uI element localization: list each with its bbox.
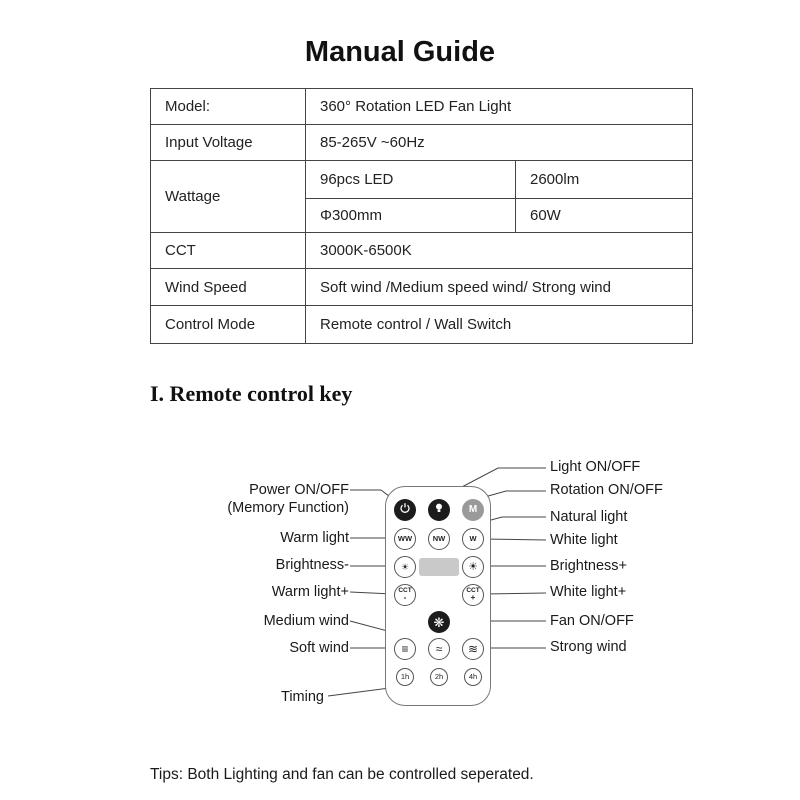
nw-label: NW bbox=[432, 534, 446, 544]
brightness-plus-button bbox=[462, 556, 484, 578]
warm-white-button bbox=[394, 528, 416, 550]
label-natural-light: Natural light bbox=[550, 509, 628, 525]
label-strong-wind: Strong wind bbox=[550, 639, 627, 655]
timer-4h-label: 4h bbox=[468, 672, 478, 682]
row-value: 360° Rotation LED Fan Light bbox=[306, 89, 693, 125]
label-light-onoff: Light ON/OFF bbox=[550, 459, 641, 475]
timer-2h-button bbox=[430, 668, 448, 686]
fan-icon: ❋ bbox=[433, 614, 445, 630]
cct-plus-button bbox=[462, 584, 484, 606]
fan-button bbox=[428, 611, 450, 633]
section-heading: I. Remote control key bbox=[150, 381, 353, 406]
table-row bbox=[151, 161, 693, 199]
label-brightness-minus: Brightness- bbox=[275, 557, 349, 573]
remote-control bbox=[385, 486, 491, 706]
cct-label: CCT bbox=[466, 587, 480, 595]
label-warm-light-plus: Warm light+ bbox=[271, 584, 349, 600]
power-button bbox=[394, 499, 416, 521]
brightness-slider-area bbox=[419, 558, 459, 576]
label-fan-onoff: Fan ON/OFF bbox=[550, 613, 634, 629]
wind-medium-icon: ≈ bbox=[435, 642, 443, 656]
row-label: Wind Speed bbox=[151, 269, 306, 306]
table-row bbox=[151, 89, 693, 125]
wattage-diameter: Φ300mm bbox=[306, 199, 516, 233]
rotation-memory-button bbox=[462, 499, 484, 521]
row-value: Soft wind /Medium speed wind/ Strong wind bbox=[306, 269, 693, 306]
medium-wind-button bbox=[428, 638, 450, 660]
plus-label: + bbox=[470, 592, 476, 602]
brightness-minus-button bbox=[394, 556, 416, 578]
soft-wind-button bbox=[394, 638, 416, 660]
strong-wind-button bbox=[462, 638, 484, 660]
label-timing: Timing bbox=[281, 689, 324, 705]
timer-1h-button bbox=[396, 668, 414, 686]
wattage-watts: 60W bbox=[516, 199, 693, 233]
white-button bbox=[462, 528, 484, 550]
row-value: Remote control / Wall Switch bbox=[306, 306, 693, 344]
line-white-light-plus bbox=[483, 593, 546, 594]
label-rotation-onoff: Rotation ON/OFF bbox=[550, 482, 663, 498]
cct-label: CCT bbox=[398, 587, 412, 595]
row-value: 3000K-6500K bbox=[306, 233, 693, 269]
table-row bbox=[151, 306, 693, 344]
label-power-onoff: Power ON/OFF bbox=[249, 482, 349, 498]
sun-dim-icon: ☀ bbox=[400, 561, 410, 572]
table-row bbox=[151, 233, 693, 269]
row-label: Control Mode bbox=[151, 306, 306, 344]
light-button bbox=[428, 499, 450, 521]
natural-white-button bbox=[428, 528, 450, 550]
timer-1h-label: 1h bbox=[400, 672, 410, 682]
wind-strong-icon: ≋ bbox=[467, 642, 479, 656]
timer-4h-button bbox=[464, 668, 482, 686]
power-icon bbox=[399, 502, 411, 518]
cct-minus-button bbox=[394, 584, 416, 606]
row-value: 85-265V ~60Hz bbox=[306, 125, 693, 161]
row-label: CCT bbox=[151, 233, 306, 269]
spec-table bbox=[150, 88, 693, 344]
wattage-lumens: 2600lm bbox=[516, 161, 693, 199]
tips-text: Tips: Both Lighting and fan can be controlled seperated. bbox=[150, 766, 534, 783]
timer-2h-label: 2h bbox=[434, 672, 444, 682]
label-white-light-plus: White light+ bbox=[550, 584, 627, 600]
label-medium-wind: Medium wind bbox=[263, 613, 349, 629]
bulb-icon bbox=[433, 502, 445, 518]
ww-label: WW bbox=[397, 534, 413, 544]
label-brightness-plus: Brightness+ bbox=[550, 558, 627, 574]
row-label: Wattage bbox=[151, 161, 306, 233]
page-title: Manual Guide bbox=[304, 36, 496, 68]
sun-bright-icon: ☀ bbox=[468, 560, 478, 573]
row-label: Input Voltage bbox=[151, 125, 306, 161]
row-label: Model: bbox=[151, 89, 306, 125]
line-white-light bbox=[483, 539, 546, 540]
label-warm-light: Warm light bbox=[280, 530, 349, 546]
table-row bbox=[151, 269, 693, 306]
table-row bbox=[151, 125, 693, 161]
label-soft-wind: Soft wind bbox=[289, 640, 349, 656]
wattage-led-count: 96pcs LED bbox=[306, 161, 516, 199]
m-label: M bbox=[468, 504, 478, 515]
label-memory-function: (Memory Function) bbox=[227, 500, 349, 516]
wind-soft-icon: ≡ bbox=[401, 642, 409, 656]
minus-label: - bbox=[403, 592, 407, 602]
w-label: W bbox=[469, 534, 477, 544]
label-white-light: White light bbox=[550, 532, 618, 548]
